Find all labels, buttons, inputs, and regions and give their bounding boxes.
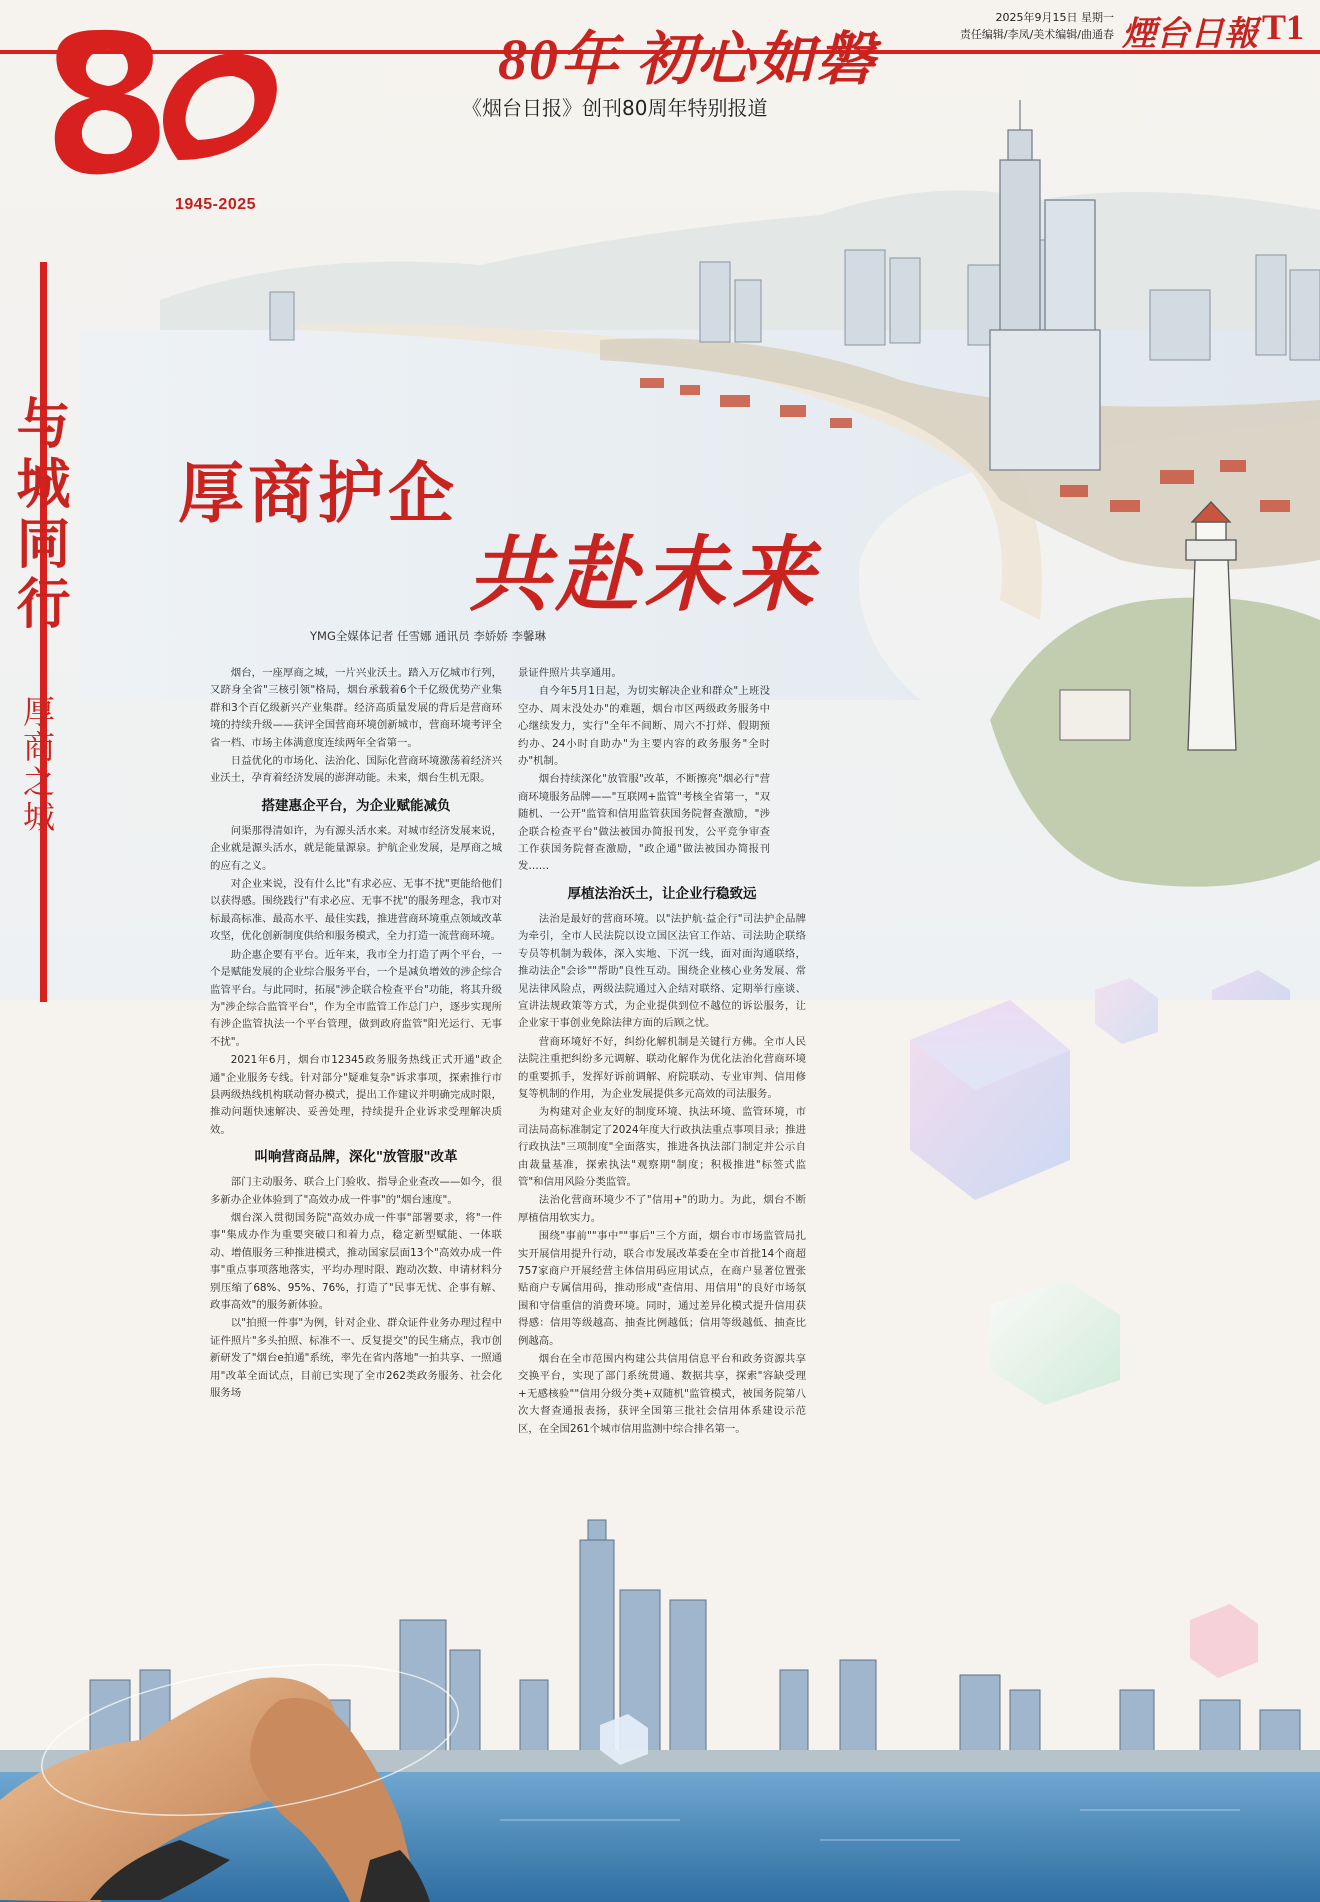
paragraph: 烟台，一座厚商之城，一片兴业沃土。踏入万亿城市行列，又跻身全省"三核引领"格局，烟台承载着6个千亿级优势产业集群和3个百亿级新兴产业集群。经济高质量发展的背后是营商环境的持续升级——获评全国营商环境创新城市，营商环境考评全省一档、市场主体满意度连续两年全省第一。 bbox=[210, 667, 502, 749]
anniversary-80-logo bbox=[28, 10, 288, 180]
paragraph: 为构建对企业友好的制度环境、执法环境、监管环境，市司法局高标准制定了2024年度大行政执法重点事项目录；推进行政执法"三项制度"全面落实，推进各执法部门制定并公示自由裁量基准，探索执法"观察期"制度；积极推进"标签式监管"和信用风险分类监管。 bbox=[518, 1106, 806, 1188]
paragraph: 问渠那得清如许，为有源头活水来。对城市经济发展来说，企业就是源头活水，就是能量源泉。护航企业发展，是厚商之城的应有之义。 bbox=[210, 824, 502, 872]
skyline-handshake-illustration bbox=[0, 1500, 1320, 1902]
newspaper-masthead: 煙台日報 bbox=[1122, 16, 1258, 53]
issue-date: 2025年9月15日 星期一 bbox=[995, 11, 1114, 24]
paragraph: 烟台深入贯彻国务院"高效办成一件事"部署要求，将"一件事"集成办作为重要突破口和着力点，稳定新型赋能、一体联动、增值服务三种推进模式，推动国家层面13个"高效办成一件事"重点事项落地落实，平均办理时限、跑动次数、申请材料分别压缩了68%、95%、76%，打造了"民事无忧、企事有解、政事高效"的服务新体验。 bbox=[210, 1211, 502, 1311]
paragraph: 日益优化的市场化、法治化、国际化营商环境激荡着经济兴业沃土，孕育着经济发展的澎湃动能。未来，烟台生机无限。 bbox=[210, 755, 502, 785]
anniversary-slogan: 80年 初心如磐 bbox=[498, 27, 877, 92]
paragraph: 法治是最好的营商环境。以"法护航·益企行"司法护企品牌为牵引，全市人民法院以设立国区法官工作站、司法助企联络专员等机制为载体，深入实地、下沉一线，面对面沟通联络，推动法企"会诊""帮助"良性互动。围绕企业核心业务发展、常见法律风险点，两级法院通过入企结对联络、定期举行座谈、宣讲法规政策等方式，为企业提供到位不越位的诉讼服务，让企业家干事创业免除法律方面的后顾之忧。 bbox=[518, 912, 806, 1030]
anniversary-subtitle: 《烟台日报》创刊80周年特别报道 bbox=[462, 96, 768, 120]
section-heading: 叫响营商品牌，深化"放管服"改革 bbox=[254, 1149, 458, 1166]
right-column-upper bbox=[518, 665, 770, 876]
paragraph: 法治化营商环境少不了"信用+"的助力。为此，烟台不断厚植信用软实力。 bbox=[518, 1194, 806, 1224]
headline-part1: 厚商护企 bbox=[178, 455, 458, 532]
section-heading: 厚植法治沃土，让企业行稳致远 bbox=[567, 885, 757, 902]
paragraph: 对企业来说，没有什么比"有求必应、无事不扰"更能给他们以获得感。围绕践行"有求必应、无事不扰"的服务理念，我市对标最高标准、最高水平、最佳实践，推进营商环境重点领域改革攻坚，优化创新制度供给和服务模式，全力打造一流营商环境。 bbox=[210, 878, 502, 943]
paragraph: 2021年6月，烟台市12345政务服务热线正式开通"政企通"企业服务专线。针对部分"疑难复杂"诉求事项，探索推行市县两级热线机构联动督办模式，提出工作建议并明确完成时限，推动问题快速解决、妥善处理，持续提升企业诉求受理解决质效。 bbox=[210, 1054, 502, 1136]
paragraph: 以"拍照一件事"为例，针对企业、群众证件业务办理过程中证件照片"多头拍照、标准不一、反复提交"的民生痛点，我市创新研发了"烟台e拍通"系统，率先在省内落地"一拍共享、一照通用"改革全面试点，目前已实现了全市262类政务服务、社会化服务场 bbox=[210, 1317, 502, 1400]
paragraph: 自今年5月1日起，为切实解决企业和群众"上班没空办、周末没处办"的难题，烟台市区两级政务服务中心继续发力，实行"全年不间断、周六不打烊、假期预约办、24小时自助办"为主要内容的政务服务"全时办"机制。 bbox=[518, 685, 770, 768]
decorative-cubes bbox=[880, 960, 1320, 1480]
issue-editors: 责任编辑/李凤/美术编辑/曲通春 bbox=[959, 28, 1114, 41]
paragraph: 营商环境好不好，纠纷化解机制是关键行方佛。全市人民法院注重把纠纷多元调解、联动化解作为优化法治化营商环境的重要抓手，发挥好诉前调解、府院联动、专业审判、信用修复等机制的作用，为企业发展提供多元高效的司法服务。 bbox=[518, 1035, 806, 1100]
article-column-right bbox=[518, 665, 806, 1440]
paragraph: 助企惠企要有平台。近年来，我市全力打造了两个平台，一个是赋能发展的企业综合服务平台，一个是减负增效的涉企综合监管平台。与此同时，拓展"涉企联合检查平台"功能，将其升级为"涉企综合监管平台"，作为全市监管工作总门户，逐步实现所有涉企监管执法一个平台管理，做到政府监管"阳光运行、无事不扰"。 bbox=[210, 948, 502, 1048]
page-number: T1 bbox=[1262, 7, 1305, 47]
article-column-left bbox=[210, 665, 502, 1433]
logo-years: 1945-2025 bbox=[175, 196, 257, 213]
paragraph: 烟台持续深化"放管服"改革，不断擦亮"烟必行"营商环境服务品牌——"互联网+监管"考核全省第一，"双随机、一公开"监管和信用监管获国务院督查激励，"涉企联合检查平台"做法被国办简报刊发，公平竞争审查工作获国务院督查激励，"政企通"做法被国办简报刊发…… bbox=[518, 773, 770, 873]
paragraph: 围绕"事前""事中""事后"三个方面，烟台市市场监管局扎实开展信用提升行动，联合市发展改革委在全市首批14个商超757家商户开展经营主体信用码应用试点，在商户显著位置张贴商户专属信用码，推动形成"查信用、用信用"的良好市场氛围和守信重信的消费环境。同时，通过差异化模式提升信用获得感：信用等级越高、抽查比例越低；信用等级越低、抽查比例越高。 bbox=[518, 1230, 806, 1347]
paragraph: 景证件照片共享通用。 bbox=[518, 667, 622, 679]
byline: YMG全媒体记者 任雪娜 通讯员 李娇娇 李馨琳 bbox=[310, 629, 546, 643]
paragraph: 烟台在全市范围内构建公共信用信息平台和政务资源共享交换平台，实现了部门系统贯通、数据共享，探索"容缺受理+无感核验""信用分级分类+双随机"监管模式，被国务院第八次大督查通报表扬，获评全国第三批社会信用体系建设示范区，在全国261个城市信用监测中综合排名第一。 bbox=[518, 1353, 806, 1435]
headline-part2: 共赴未来 bbox=[468, 530, 820, 621]
paragraph: 部门主动服务、联合上门验收、指导企业查改——如今，很多新办企业体验到了"高效办成一件事"的"烟台速度"。 bbox=[210, 1176, 502, 1206]
column-subtitle: 厚商之城 bbox=[18, 695, 56, 835]
section-heading: 搭建惠企平台，为企业赋能减负 bbox=[261, 797, 451, 814]
column-title: 与城同行 bbox=[9, 395, 69, 635]
